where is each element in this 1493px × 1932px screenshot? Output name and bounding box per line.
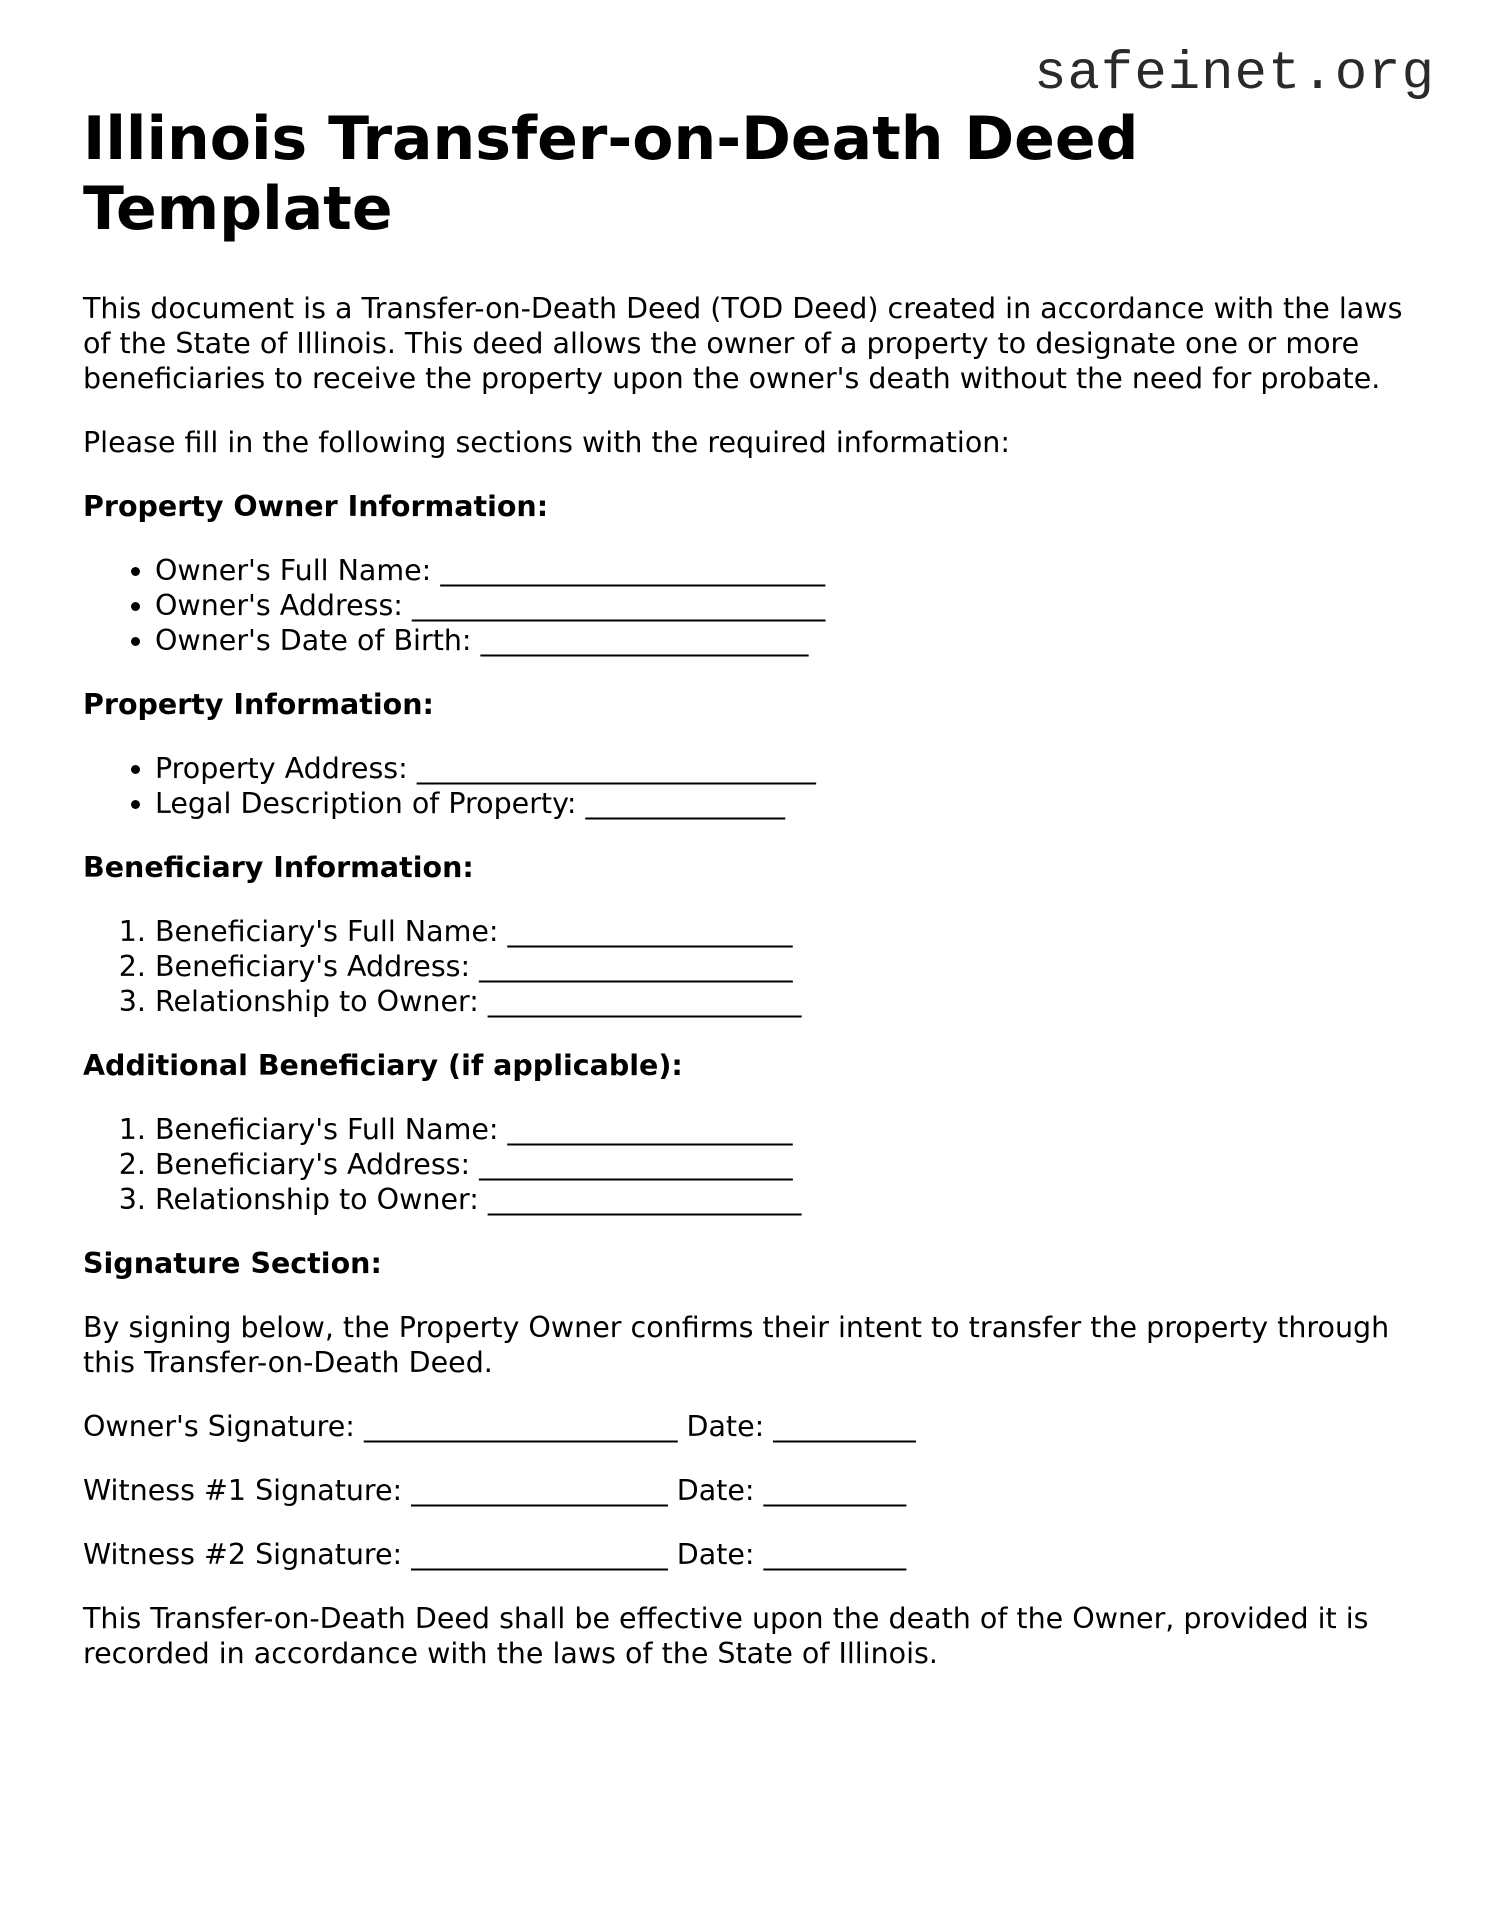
beneficiary-section-heading: Beneficiary Information: — [83, 851, 474, 884]
beneficiary-info-list — [83, 914, 1423, 1019]
additional-beneficiary-address-field[interactable]: 2. Beneficiary's Address: ______________________ — [155, 1147, 1423, 1182]
signature-statement: By signing below, the Property Owner confirms their intent to transfer the property through this Transfer-on-Death Deed. — [83, 1311, 1390, 1379]
owner-signature-line[interactable]: Owner's Signature: ______________________ Date: __________ — [83, 1410, 916, 1443]
watermark: safeinet.org — [1034, 44, 1435, 105]
intro-paragraph: This document is a Transfer-on-Death Deed (TOD Deed) created in accordance with the laws of the State of Illinois. This deed allows the owner of a property to designate one or more beneficiaries to receive the property upon the owner's death without the need for probate. — [83, 292, 1403, 395]
closing-paragraph: This Transfer-on-Death Deed shall be effective upon the death of the Owner, provided it is recorded in accordance with the laws of the State of Illinois. — [83, 1602, 1369, 1670]
page-title: Illinois Transfer-on-Death Deed Template — [83, 104, 1139, 244]
property-address-field[interactable]: • Property Address: ____________________________ — [155, 751, 1423, 786]
property-section-heading: Property Information: — [83, 688, 434, 721]
witness-1-signature-line[interactable]: Witness #1 Signature: __________________ Date: __________ — [83, 1474, 907, 1507]
beneficiary-address-field[interactable]: 2. Beneficiary's Address: ______________________ — [155, 949, 1423, 984]
instructions-paragraph: Please fill in the following sections with the required information: — [83, 426, 1010, 459]
additional-beneficiary-full-name-field[interactable]: 1. Beneficiary's Full Name: ____________________ — [155, 1112, 1423, 1147]
owner-address-field[interactable]: • Owner's Address: _____________________________ — [155, 588, 1423, 623]
owner-dob-field[interactable]: • Owner's Date of Birth: _______________________ — [155, 623, 1423, 658]
beneficiary-relationship-field[interactable]: 3. Relationship to Owner: ______________________ — [155, 984, 1423, 1019]
property-info-list — [83, 751, 1423, 821]
beneficiary-full-name-field[interactable]: 1. Beneficiary's Full Name: ____________________ — [155, 914, 1423, 949]
legal-description-field[interactable]: • Legal Description of Property: ______________ — [155, 786, 1423, 821]
additional-beneficiary-list — [83, 1112, 1423, 1217]
additional-beneficiary-relationship-field[interactable]: 3. Relationship to Owner: ______________________ — [155, 1182, 1423, 1217]
owner-full-name-field[interactable]: • Owner's Full Name: ___________________________ — [155, 553, 1423, 588]
owner-info-list — [83, 553, 1423, 658]
owner-section-heading: Property Owner Information: — [83, 490, 549, 523]
additional-beneficiary-heading: Additional Beneficiary (if applicable): — [83, 1049, 683, 1082]
signature-section-heading: Signature Section: — [83, 1247, 382, 1280]
document-body — [83, 104, 1423, 1671]
witness-2-signature-line[interactable]: Witness #2 Signature: __________________ Date: __________ — [83, 1538, 907, 1571]
